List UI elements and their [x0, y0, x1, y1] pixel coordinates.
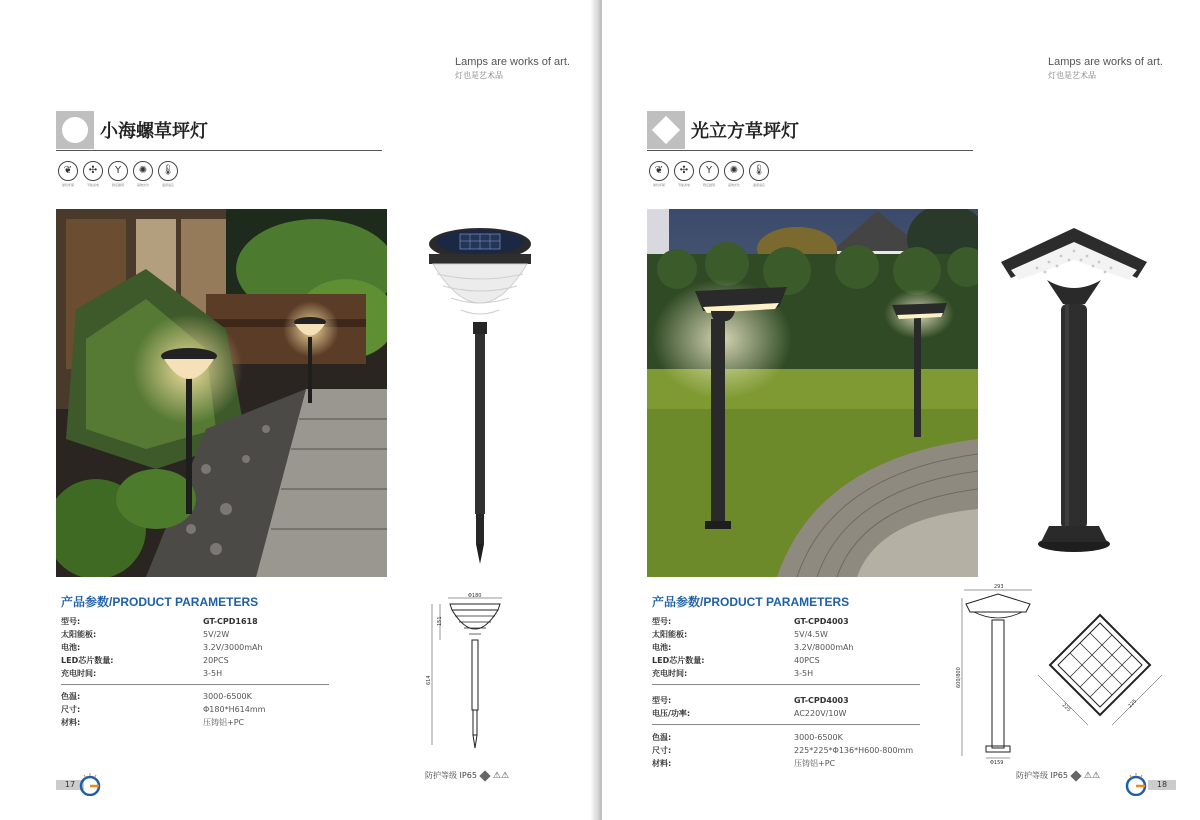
- dim-top: 293: [994, 584, 1004, 590]
- page-title: 光立方草坪灯: [691, 121, 799, 142]
- page-number: 17: [56, 780, 84, 790]
- brand-logo-icon: [1124, 772, 1148, 796]
- warning-triangle-icon: ⚠⚠: [1083, 770, 1101, 781]
- param-divider: [61, 684, 329, 685]
- dimension-drawing: [950, 580, 1165, 765]
- safety-diamond-icon: [479, 770, 490, 781]
- slogan-en: Lamps are works of art.: [455, 56, 570, 68]
- dim-top: Φ180: [468, 593, 482, 599]
- ip-rating: 防护等级 IP65 ⚠⚠: [425, 770, 510, 781]
- product-photo: [56, 209, 387, 577]
- feature-icons: [649, 161, 769, 187]
- feature-icons: [58, 161, 178, 187]
- dim-side: 151: [437, 616, 443, 626]
- thermometer-icon: 🌡︎ 温度适应: [749, 161, 769, 187]
- param-divider: [652, 724, 920, 725]
- slogan: [1048, 56, 1163, 82]
- leaf-icon: ❦ 绿色环保: [58, 161, 78, 187]
- safety-diamond-icon: [1070, 770, 1081, 781]
- dim-width-1: 225: [1060, 702, 1072, 714]
- dimension-drawing: [420, 590, 510, 760]
- tripod-icon: Y 稳定耐用: [699, 161, 719, 187]
- slogan: [455, 56, 570, 82]
- leaf-icon: ❦ 绿色环保: [649, 161, 669, 187]
- params-title: 产品参数/PRODUCT PARAMETERS: [652, 595, 850, 609]
- circle-shape-icon: [56, 111, 94, 149]
- params-title: 产品参数/PRODUCT PARAMETERS: [61, 595, 259, 609]
- dim-width-2: 225: [1127, 698, 1139, 710]
- diamond-shape-icon: [647, 111, 685, 149]
- section-title: [56, 110, 208, 150]
- section-title: [647, 110, 799, 150]
- warning-triangle-icon: ⚠⚠: [492, 770, 510, 781]
- sun-icon: ✺ 高效光伏: [724, 161, 744, 187]
- product-render: [997, 226, 1152, 554]
- dim-height: 614: [426, 675, 432, 685]
- left-page: Lamps are works of art. 灯也是艺术品 小海螺草坪灯 ❦ 绿色环保 ✣ 节能省电 Y 稳定耐用 ✺ 高效光伏 🌡︎ 温度适应 产品参数/PRODUCT PARAMETERS 型号: GT-CPD1618 太阳能板: 5V/2W 电池: 3.2V/3000mAh LED芯片数量: 20PCS 充电时间: 3-5H 色温: 3000-6500K 尺寸: Φ180*H614mm 材料: 压铸铝+PC Φ180 151 614 防护等级 IP65 ⚠⚠ 17: [0, 0, 598, 820]
- slogan-en: Lamps are works of art.: [1048, 56, 1163, 68]
- title-divider: [647, 150, 973, 151]
- param-divider: [652, 684, 920, 685]
- product-photo: [647, 209, 978, 577]
- slogan-cn: 灯也是艺术品: [455, 71, 503, 80]
- page-number: 18: [1148, 780, 1176, 790]
- tripod-icon: Y 稳定耐用: [108, 161, 128, 187]
- brand-logo-icon: [78, 772, 102, 796]
- fan-icon: ✣ 节能省电: [83, 161, 103, 187]
- ip-rating: 防护等级 IP65 ⚠⚠: [1016, 770, 1101, 781]
- sun-icon: ✺ 高效光伏: [133, 161, 153, 187]
- right-page: Lamps are works of art. 灯也是艺术品 光立方草坪灯 ❦ 绿色环保 ✣ 节能省电 Y 稳定耐用 ✺ 高效光伏 🌡︎ 温度适应 产品参数/PRODUCT PARAMETERS 型号: GT-CPD4003 太阳能板: 5V/4.5W 电池: 3.2V/8000mAh LED芯片数量: 40PCS 充电时间: 3-5H 型号: GT-CPD4003 电压/功率: AC220V/10W 色温: 3000-6500K 尺寸: 225*225*Φ136*H600-800mm 材料: 压铸铝+PC 293 600/800 Φ159 225 225 防护等级 IP65 ⚠⚠ 18: [602, 0, 1200, 820]
- fan-icon: ✣ 节能省电: [674, 161, 694, 187]
- thermometer-icon: 🌡︎ 温度适应: [158, 161, 178, 187]
- title-divider: [56, 150, 382, 151]
- page-title: 小海螺草坪灯: [100, 121, 208, 142]
- product-render: [405, 222, 555, 567]
- slogan-cn: 灯也是艺术品: [1048, 71, 1096, 80]
- dim-height: 600/800: [956, 667, 962, 688]
- dim-base: Φ159: [990, 760, 1004, 765]
